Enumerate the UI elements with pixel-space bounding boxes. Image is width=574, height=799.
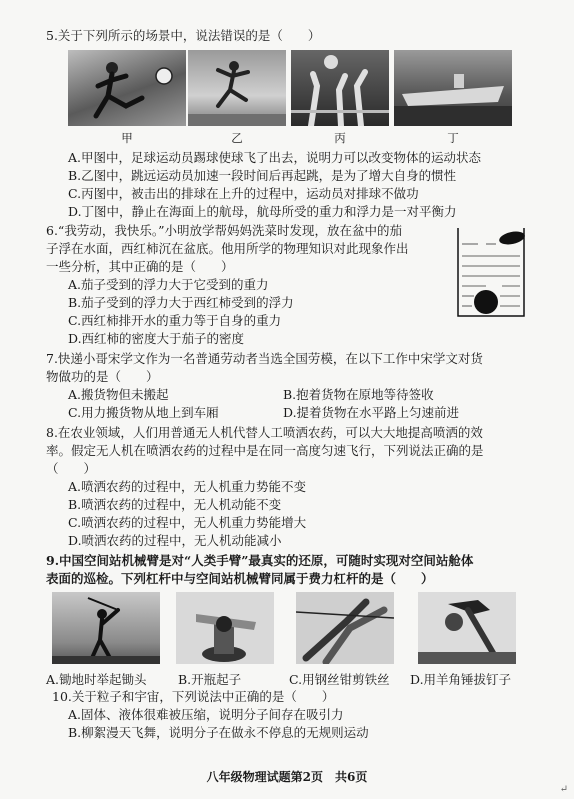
q5-option-d: D.丁图中，静止在海面上的航母，航母所受的重力和浮力是一对平衡力: [68, 204, 457, 219]
q6-stem-line-2: 子浮在水面，西红柿沉在盆底。他用所学的物理知识对此现象作出: [46, 241, 409, 256]
q8-option-c: C.喷洒农药的过程中，无人机重力势能增大: [68, 515, 307, 530]
q6-option-b: B.茄子受到的浮力大于西红柿受到的浮力: [68, 295, 294, 310]
q6-option-c: C.西红柿排开水的重力等于自身的重力: [68, 313, 282, 328]
q9-caption-b: B.开瓶起子: [178, 672, 242, 687]
q5-caption-jia: 甲: [121, 131, 133, 145]
eggplant-icon: [498, 229, 526, 246]
q7-option-b: B.抱着货物在原地等待签收: [283, 387, 434, 402]
q5-stem: 5.关于下列所示的场景中，说法错误的是（ ）: [46, 28, 321, 43]
q7-option-a: A.搬货物但未搬起: [68, 387, 169, 402]
wire-pliers-icon: [296, 592, 394, 664]
q6-option-a: A.茄子受到的浮力大于它受到的重力: [68, 277, 269, 292]
q6-stem-line-3: 一些分析，其中正确的是（ ）: [46, 259, 234, 274]
q10-stem: 10.关于粒子和宇宙，下列说法中正确的是（ ）: [52, 689, 335, 704]
page-footer: 八年级物理试题第2页 共6页: [206, 770, 368, 784]
soccer-player-icon: [68, 50, 186, 126]
q8-stem-line-1: 8.在农业领域，人们用普通无人机代替人工喷洒农药，可以大大地提高喷洒的效: [46, 425, 483, 440]
q9-stem-line-1: 9.中国空间站机械臂是对“人类手臂”最真实的还原，可随时实现对空间站舱体: [46, 553, 474, 568]
q5-option-a: A.甲图中，足球运动员踢球使球飞了出去，说明力可以改变物体的运动状态: [68, 150, 482, 165]
q7-option-c: C.用力搬货物从地上到车厢: [68, 405, 219, 420]
q9-stem-line-2: 表面的巡检。下列杠杆中与空间站机械臂同属于费力杠杆的是（ ）: [46, 571, 434, 586]
tomato-icon: [474, 290, 498, 314]
q7-stem-line-1: 7.快递小哥宋学文作为一名普通劳动者当选全国劳模，在以下工作中宋学文对货: [46, 351, 483, 366]
q9-caption-a: A.锄地时举起锄头: [46, 672, 147, 687]
q9-photo-c-wire-pliers: [296, 592, 394, 664]
q6-stem-line-1: 6.“我劳动，我快乐。”小明放学帮妈妈洗菜时发现，放在盆中的茄: [46, 223, 402, 238]
q5-caption-yi: 乙: [231, 131, 243, 145]
water-basin-diagram: [456, 226, 526, 318]
q5-photo-bing-volleyball: [291, 50, 389, 126]
q7-option-d: D.提着货物在水平路上匀速前进: [283, 405, 460, 420]
q5-photo-jia-soccer: [68, 50, 186, 126]
long-jumper-icon: [188, 50, 286, 126]
aircraft-carrier-icon: [394, 50, 512, 126]
q8-option-d: D.喷洒农药的过程中，无人机动能减小: [68, 533, 282, 548]
q5-photo-yi-long-jump: [188, 50, 286, 126]
q10-option-b: B.柳絮漫天飞舞，说明分子在做永不停息的无规则运动: [68, 725, 369, 740]
q8-option-a: A.喷洒农药的过程中，无人机重力势能不变: [68, 479, 307, 494]
bottle-opener-icon: [176, 592, 274, 664]
q5-caption-ding: 丁: [447, 131, 459, 145]
q8-option-b: B.喷洒农药的过程中，无人机动能不变: [68, 497, 282, 512]
q5-option-c: C.丙图中，被击出的排球在上升的过程中，运动员对排球不做功: [68, 186, 419, 201]
q8-stem-line-3: （ ）: [46, 461, 97, 476]
farmer-hoe-icon: [52, 592, 160, 664]
corner-return-mark: ↵: [559, 784, 568, 795]
q9-photo-a-hoe: [52, 592, 160, 664]
q5-photo-ding-aircraft-carrier: [394, 50, 512, 126]
q6-option-d: D.西红柿的密度大于茄子的密度: [68, 331, 245, 346]
q9-photo-d-claw-hammer: [418, 592, 516, 664]
volleyball-players-icon: [291, 50, 389, 126]
q7-stem-line-2: 物做功的是（ ）: [46, 369, 159, 384]
q9-photo-b-bottle-opener: [176, 592, 274, 664]
q8-stem-line-2: 率。假定无人机在喷洒农药的过程中是在同一高度匀速飞行，下列说法正确的是: [46, 443, 484, 458]
q9-caption-d: D.用羊角锤拔钉子: [410, 672, 512, 687]
q9-caption-c: C.用钢丝钳剪铁丝: [289, 672, 390, 687]
q5-option-b: B.乙图中，跳远运动员加速一段时间后再起跳，是为了增大自身的惯性: [68, 168, 457, 183]
q10-option-a: A.固体、液体很难被压缩，说明分子间存在吸引力: [68, 707, 344, 722]
q5-caption-bing: 丙: [334, 131, 346, 145]
claw-hammer-icon: [418, 592, 516, 664]
